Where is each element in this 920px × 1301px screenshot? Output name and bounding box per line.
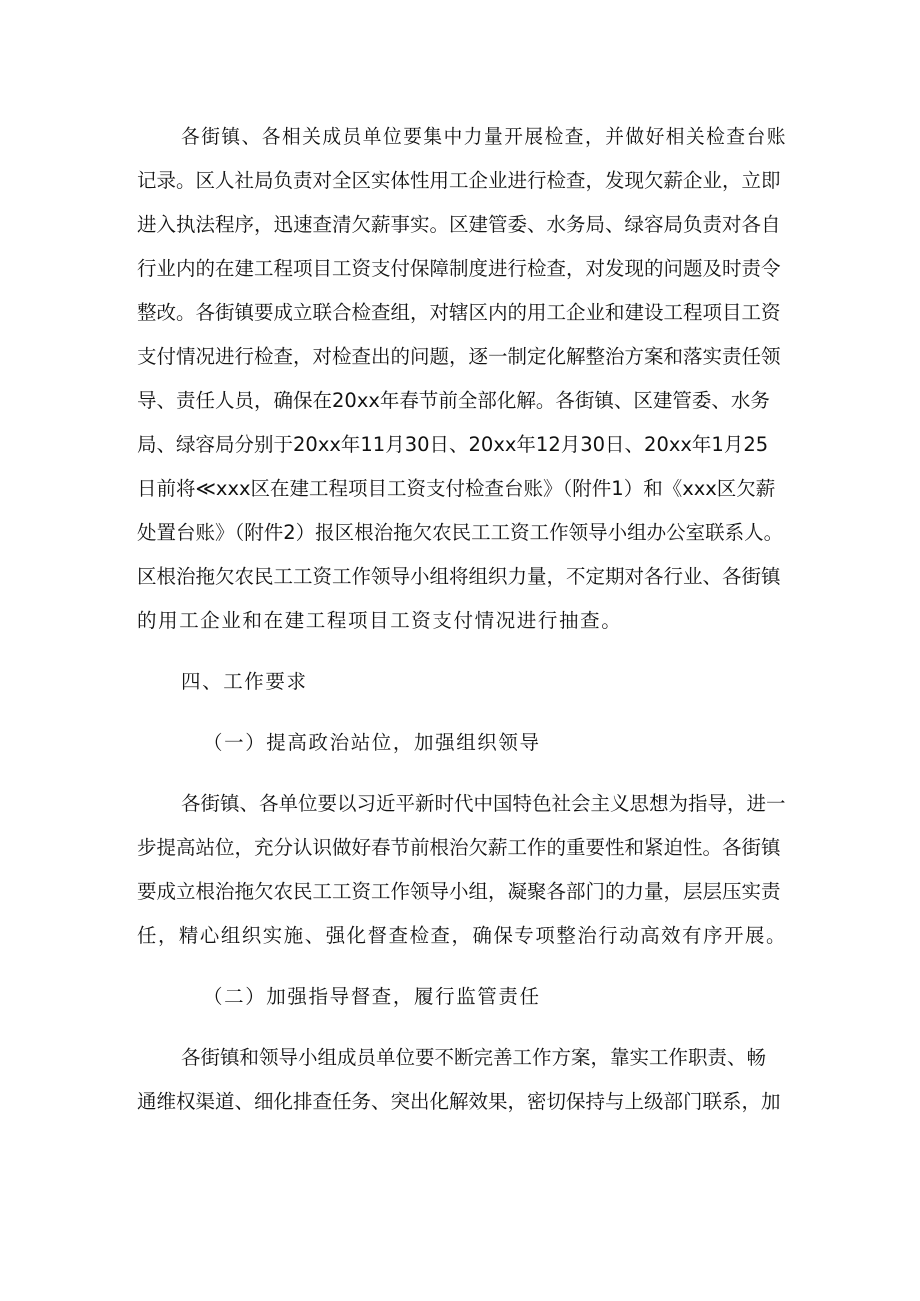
text-line: 行业内的在建工程项目工资支付保障制度进行检查，对发现的问题及时责令 — [137, 257, 781, 280]
text-line: 步提高站位，充分认识做好春节前根治欠薪工作的重要性和紧迫性。各街镇 — [137, 836, 781, 859]
text-line: 各街镇、各相关成员单位要集中力量开展检查，并做好相关检查台账 — [181, 125, 787, 148]
text-line: 处置台账》（附件2）报区根治拖欠农民工工资工作领导小组办公室联系人。 — [137, 521, 784, 544]
section-heading: 四、工作要求 — [181, 670, 308, 693]
text-line: 局、绿容局分别于20xx年11月30日、20xx年12月30日、20xx年1月25 — [137, 433, 769, 456]
text-line: 区根治拖欠农民工工资工作领导小组将组织力量，不定期对各行业、各街镇 — [137, 565, 781, 588]
text-line: 进入执法程序，迅速查清欠薪事实。区建管委、水务局、绿容局负责对各自 — [137, 213, 781, 236]
text-line: 支付情况进行检查，对检查出的问题，逐一制定化解整治方案和落实责任领 — [137, 345, 781, 368]
text-line: 各街镇和领导小组成员单位要不断完善工作方案，靠实工作职责、畅 — [181, 1046, 767, 1069]
text-line: 日前将≪xxx区在建工程项目工资支付检查台账》（附件1）和《xxx区欠薪 — [137, 477, 776, 500]
text-line: 记录。区人社局负责对全区实体性用工企业进行检查，发现欠薪企业，立即 — [137, 169, 781, 192]
text-line: 整改。各街镇要成立联合检查组，对辖区内的用工企业和建设工程项目工资 — [137, 301, 781, 324]
text-line: 的用工企业和在建工程项目工资支付情况进行抽查。 — [137, 609, 623, 632]
subsection-heading: （一）提高政治站位，加强组织领导 — [203, 731, 541, 754]
subsection-heading: （二）加强指导督查，履行监管责任 — [203, 985, 541, 1008]
text-line: 各街镇、各单位要以习近平新时代中国特色社会主义思想为指导，进一 — [181, 792, 786, 815]
text-line: 要成立根治拖欠农民工工资工作领导小组，凝聚各部门的力量，层层压实责 — [137, 880, 781, 903]
text-line: 任，精心组织实施、强化督查检查，确保专项整治行动高效有序开展。 — [137, 924, 787, 947]
text-line: 导、责任人员，确保在20xx年春节前全部化解。各街镇、区建管委、水务 — [137, 389, 770, 412]
text-line: 通维权渠道、细化排查任务、突出化解效果，密切保持与上级部门联系，加 — [137, 1090, 781, 1113]
